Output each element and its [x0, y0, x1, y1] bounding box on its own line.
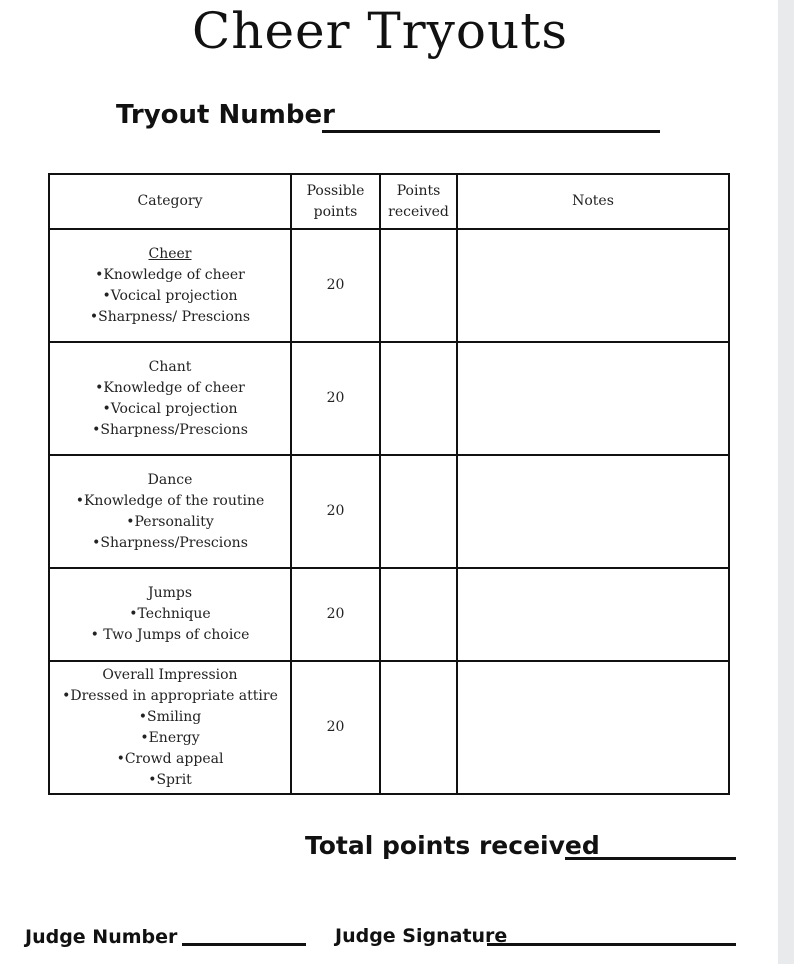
notes-cell[interactable] [457, 568, 729, 661]
notes-cell[interactable] [457, 229, 729, 342]
category-item: •Energy [140, 729, 200, 746]
possible-points-cell: 20 [291, 661, 380, 794]
category-title: Cheer [148, 245, 192, 262]
category-item: •Sprit [148, 771, 192, 788]
notes-cell[interactable] [457, 661, 729, 794]
category-cell [49, 342, 291, 455]
category-title: Chant [148, 358, 192, 375]
category-item: •Personality [126, 513, 214, 530]
table-row [49, 342, 729, 455]
category-item: •Knowledge of the routine [75, 492, 265, 509]
category-title: Dance [147, 471, 193, 488]
category-item: •Sharpness/Prescions [92, 534, 248, 551]
notes-cell[interactable] [457, 455, 729, 568]
notes-cell[interactable] [457, 342, 729, 455]
header-points-received: Points received [380, 174, 457, 229]
judge-number-line[interactable] [182, 943, 306, 946]
possible-points-cell: 20 [291, 455, 380, 568]
possible-points-cell: 20 [291, 229, 380, 342]
category-cell [49, 455, 291, 568]
judge-number-label: Judge Number [25, 926, 178, 948]
category-item: • Two Jumps of choice [90, 627, 250, 643]
category-cell [49, 661, 291, 794]
category-item: •Sharpness/ Prescions [89, 308, 251, 325]
table-row [49, 455, 729, 568]
table-row [49, 568, 729, 661]
header-notes: Notes [457, 174, 729, 229]
category-item: •Vocical projection [102, 287, 238, 304]
judge-signature-label: Judge Signature [335, 925, 508, 947]
category-item: •Vocical projection [102, 400, 238, 417]
document-title: Cheer Tryouts [192, 2, 568, 60]
tryout-number-label: Tryout Number [116, 100, 335, 130]
points-received-cell[interactable] [380, 568, 457, 661]
points-received-cell[interactable] [380, 229, 457, 342]
category-item: •Knowledge of cheer [95, 379, 245, 396]
category-title: Overall Impression [102, 666, 238, 683]
category-item: •Sharpness/Prescions [92, 421, 248, 438]
header-category: Category [49, 174, 291, 229]
header-possible-points: Possible points [291, 174, 380, 229]
score-table [48, 173, 730, 795]
category-cell [49, 568, 291, 661]
possible-points-cell: 20 [291, 568, 380, 661]
table-row [49, 661, 729, 794]
category-title: Jumps [147, 585, 193, 601]
table-header-row [49, 174, 729, 229]
category-item: •Dressed in appropriate attire [62, 687, 278, 704]
points-received-cell[interactable] [380, 342, 457, 455]
category-cell [49, 229, 291, 342]
points-received-cell[interactable] [380, 661, 457, 794]
category-item: •Crowd appeal [116, 750, 224, 767]
total-points-label: Total points received [305, 831, 600, 860]
category-item: •Smiling [138, 708, 202, 725]
tryout-number-line[interactable] [322, 130, 660, 133]
table-row [49, 229, 729, 342]
judge-signature-line[interactable] [487, 943, 736, 946]
category-item: •Technique [129, 606, 211, 622]
possible-points-cell: 20 [291, 342, 380, 455]
points-received-cell[interactable] [380, 455, 457, 568]
category-item: •Knowledge of cheer [95, 266, 245, 283]
total-points-line[interactable] [565, 857, 736, 860]
